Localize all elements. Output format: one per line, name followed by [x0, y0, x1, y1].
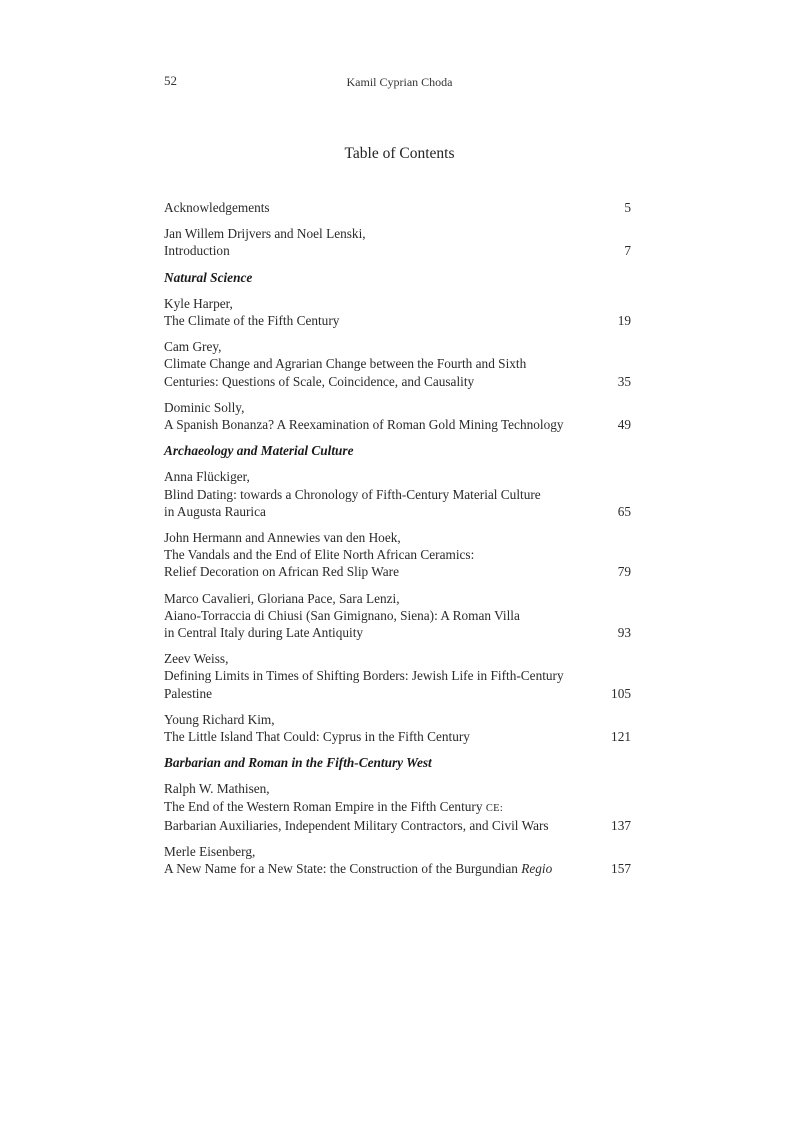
entry-page-number: 65 — [617, 503, 631, 519]
entry-authors: Cam Grey, — [164, 339, 222, 355]
era-abbreviation: CE: — [485, 802, 504, 814]
entry-page-number: 105 — [611, 685, 631, 701]
entry-authors: Young Richard Kim, — [164, 711, 275, 727]
entry-title-cont: in Central Italy during Late Antiquity — [164, 625, 364, 641]
section-heading: Barbarian and Roman in the Fifth-Century West — [164, 755, 432, 771]
toc-entry[interactable] — [164, 843, 631, 877]
entry-title: The Vandals and the End of Elite North African Ceramics: — [164, 547, 475, 563]
entry-authors: Ralph W. Mathisen, — [164, 781, 270, 797]
entry-page-number: 35 — [617, 373, 631, 389]
toc-entry[interactable] — [164, 468, 631, 520]
entry-page-number: 93 — [617, 625, 631, 641]
entry-page-number: 49 — [617, 417, 631, 433]
entry-authors: Marco Cavalieri, Gloriana Pace, Sara Lenzi, — [164, 590, 400, 606]
table-of-contents — [164, 199, 631, 887]
entry-text — [164, 199, 607, 216]
toc-entry[interactable] — [164, 780, 631, 834]
entry-page-number: 121 — [611, 729, 631, 745]
toc-entry[interactable] — [164, 529, 631, 581]
section-heading: Natural Science — [164, 269, 253, 285]
toc-entry[interactable] — [164, 295, 631, 329]
toc-entry[interactable] — [164, 225, 631, 259]
entry-text — [164, 468, 607, 520]
entry-title-cont: Barbarian Auxiliaries, Independent Military Contractors, and Civil Wars — [164, 817, 549, 833]
entry-title — [164, 860, 595, 877]
entry-title-cont: in Augusta Raurica — [164, 503, 266, 519]
entry-text — [164, 295, 607, 329]
entry-title-cont: Centuries: Questions of Scale, Coincidence, and Causality — [164, 373, 475, 389]
italic-term: Regio — [521, 861, 553, 877]
entry-authors: Kyle Harper, — [164, 295, 233, 311]
entry-page-number: 5 — [624, 200, 631, 215]
entry-title-cont: Relief Decoration on African Red Slip Ware — [164, 564, 399, 580]
page-number: 52 — [164, 73, 177, 88]
entry-authors: Anna Flückiger, — [164, 469, 250, 485]
toc-entry[interactable] — [164, 338, 631, 390]
toc-entry[interactable] — [164, 199, 631, 216]
entry-text — [164, 650, 607, 702]
entry-text — [164, 225, 607, 259]
entry-title: The Little Island That Could: Cyprus in the Fifth Century — [164, 729, 470, 745]
entry-page-number: 79 — [617, 564, 631, 580]
section-heading: Archaeology and Material Culture — [164, 443, 354, 459]
entry-title: Climate Change and Agrarian Change between the Fourth and Sixth — [164, 356, 527, 372]
entry-authors: John Hermann and Annewies van den Hoek, — [164, 530, 401, 546]
entry-text — [164, 780, 607, 834]
entry-page-number: 137 — [611, 817, 631, 833]
entry-title-main: A New Name for a New State: the Construction of the Burgundian — [164, 861, 518, 877]
entry-page-number: 7 — [624, 243, 631, 259]
entry-text — [164, 590, 607, 642]
entry-page-number: 157 — [611, 861, 631, 877]
entry-title: Blind Dating: towards a Chronology of Fifth-Century Material Culture — [164, 486, 541, 502]
entry-title-cont: Palestine — [164, 685, 213, 701]
entry-authors: Merle Eisenberg, — [164, 844, 256, 860]
entry-title: Defining Limits in Times of Shifting Borders: Jewish Life in Fifth-Century — [164, 668, 564, 684]
entry-title: Introduction — [164, 243, 230, 259]
entry-text — [164, 843, 607, 877]
entry-title-main: The End of the Western Roman Empire in the Fifth Century — [164, 798, 483, 814]
entry-text — [164, 711, 607, 745]
toc-entry[interactable] — [164, 399, 631, 433]
entry-title: Aiano-Torraccia di Chiusi (San Gimignano, Siena): A Roman Villa — [164, 607, 520, 623]
entry-title — [164, 798, 595, 817]
running-head: Kamil Cyprian Choda — [346, 75, 453, 89]
toc-entry[interactable] — [164, 590, 631, 642]
toc-title: Table of Contents — [344, 145, 455, 162]
toc-entry[interactable] — [164, 650, 631, 702]
entry-authors: Zeev Weiss, — [164, 651, 229, 667]
entry-authors: Jan Willem Drijvers and Noel Lenski, — [164, 226, 366, 242]
entry-title: A Spanish Bonanza? A Reexamination of Roman Gold Mining Technology — [164, 417, 564, 433]
entry-title: Acknowledgements — [164, 200, 270, 215]
entry-authors: Dominic Solly, — [164, 399, 245, 415]
entry-text — [164, 399, 607, 433]
entry-page-number: 19 — [617, 313, 631, 329]
toc-entry[interactable] — [164, 711, 631, 745]
entry-text — [164, 529, 607, 581]
entry-text — [164, 338, 607, 390]
entry-title: The Climate of the Fifth Century — [164, 313, 340, 329]
